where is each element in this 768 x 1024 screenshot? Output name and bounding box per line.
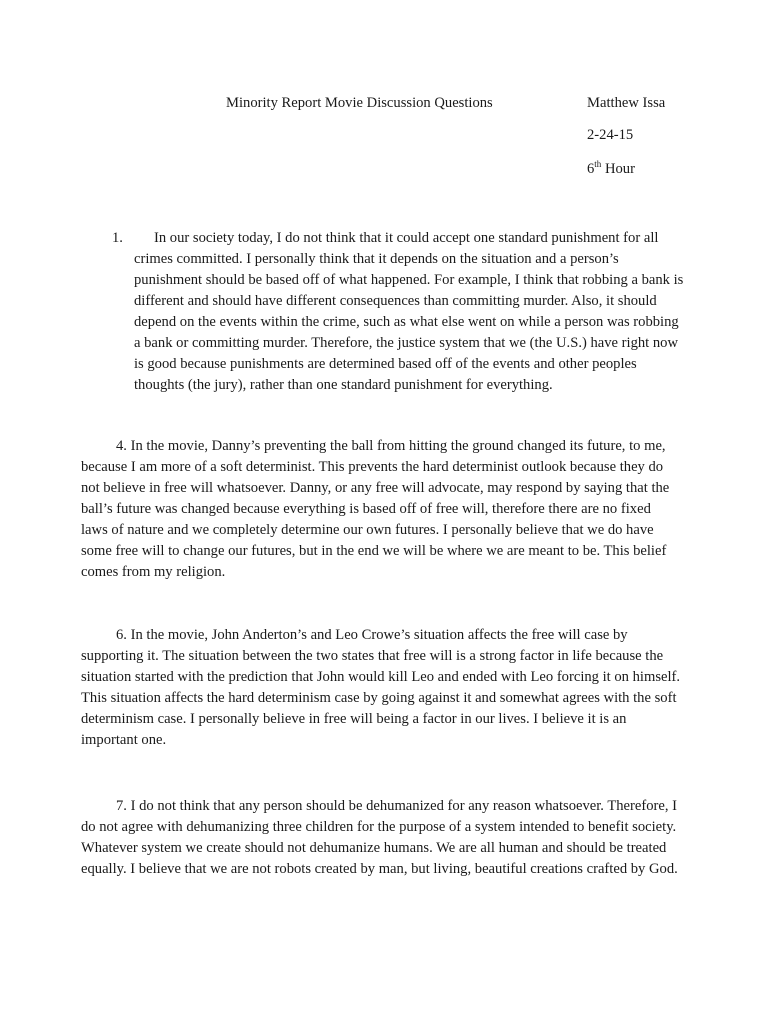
answer-1-number: 1. [112,230,123,246]
author-name: Matthew Issa [587,95,666,111]
document-title: Minority Report Movie Discussion Questions [226,95,493,111]
answer-1-text: In our society today, I do not think that it could accept one standard punishment for all crimes committed. I personally think that it depends on the situation and a person’s punishment should be based off of what happened. For example, I think that robbing a bank is different and should have different consequences than committing murder. Also, it should depend on the events within the crime, such as what else went on while a person was robbing a bank or committing murder. Therefore, the justice system that we (the U.S.) have right now is good because punishments are determined based off of the events and other peoples thoughts (the jury), rather than one standard punishment for everything. [134,230,684,393]
hour-label: Hour [604,161,635,177]
hour-ordinal-suffix: th [594,159,602,170]
hour-number: 6 [587,161,595,177]
answer-4-text: 4. In the movie, Danny’s preventing the ball from hitting the ground changed its future, to me, because I am more of a soft determinist. This prevents the hard determinist outlook because they do not believe in free will whatsoever. Danny, or any free will advocate, may respond by saying that the ball’s future was changed because everything is based off of free will, therefore there are no fixed laws of nature and we completely determine our own futures. I personally believe that we do have some free will to change our futures, but in the end we will be where we are meant to be. This belief comes from my religion. [81,438,670,580]
document-date: 2-24-15 [587,127,634,143]
answer-7-text: 7. I do not think that any person should be dehumanized for any reason whatsoever. Therefore, I do not agree with dehumanizing three children for the purpose of a system intended to benefit society. Whatever system we create should not dehumanize humans. We are all human and should be treated equally. I believe that we are not robots created by man, but living, beautiful creations crafted by God. [81,798,678,877]
class-hour [587,159,635,180]
answer-6-text: 6. In the movie, John Anderton’s and Leo Crowe’s situation affects the free will case by supporting it. The situation between the two states that free will is a strong factor in life because the situation started with the prediction that John would kill Leo and ended with Leo forcing it on himself. This situation affects the hard determinism case by going against it and somewhat agrees with the soft determinism case. I personally believe in free will being a factor in our lives. I believe it is an important one. [81,627,681,748]
